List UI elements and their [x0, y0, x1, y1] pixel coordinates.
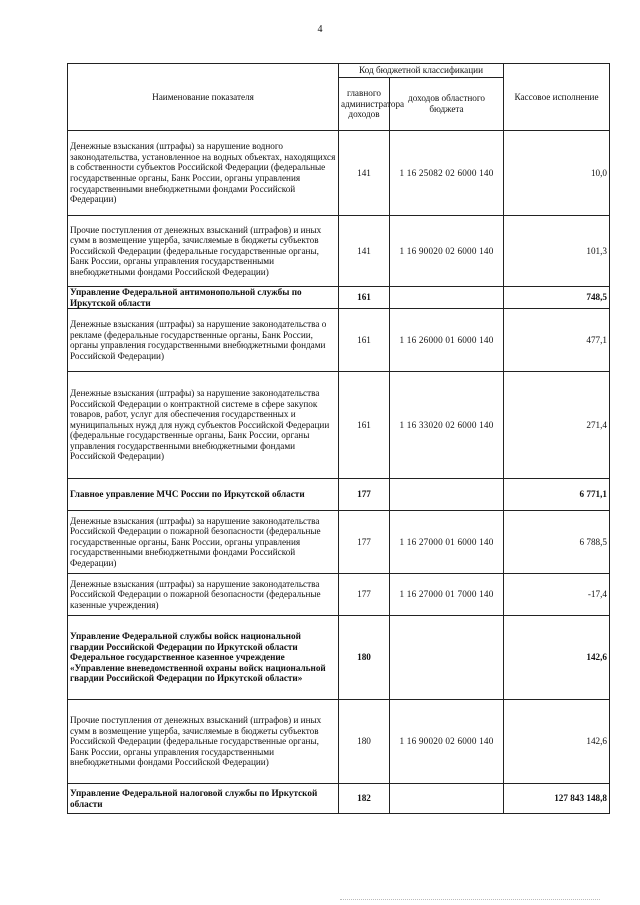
row-admin-code: 180	[339, 700, 390, 784]
row-indicator-name: Денежные взыскания (штрафы) за нарушение законодательства о рекламе (федеральные государственные органы, Банк России, органы управления государственными внебюджетными фондами Российской Федерации)	[68, 309, 339, 372]
row-indicator-name: Денежные взыскания (штрафы) за нарушение водного законодательства, установленное на водных объектах, находящихся в собственности субъектов Российской Федерации (федеральные государственные органы, Банк России, органы управления государственными внебюджетными фондами Российской Федерации)	[68, 131, 339, 216]
row-income-code: 1 16 25082 02 6000 140	[390, 131, 504, 216]
row-execution-value: -17,4	[504, 574, 610, 616]
row-execution-value: 142,6	[504, 700, 610, 784]
row-income-code	[390, 616, 504, 700]
table-row	[68, 309, 610, 372]
row-indicator-name: Денежные взыскания (штрафы) за нарушение законодательства Российской Федерации о пожарной безопасности (федеральные государственные органы, Банк России, органы управления государственными внебюджетными фондами Российской Федерации)	[68, 511, 339, 574]
row-execution-value: 101,3	[504, 216, 610, 287]
row-admin-code: 177	[339, 511, 390, 574]
table-row	[68, 511, 610, 574]
row-indicator-name: Главное управление МЧС России по Иркутской области	[68, 479, 339, 511]
table-row	[68, 479, 610, 511]
scan-edge-mark	[340, 899, 600, 901]
row-execution-value: 10,0	[504, 131, 610, 216]
row-income-code	[390, 479, 504, 511]
row-indicator-name: Управление Федеральной налоговой службы по Иркутской области	[68, 784, 339, 814]
row-income-code: 1 16 90020 02 6000 140	[390, 700, 504, 784]
row-execution-value: 6 771,1	[504, 479, 610, 511]
row-execution-value: 477,1	[504, 309, 610, 372]
table-row	[68, 574, 610, 616]
budget-execution-table	[67, 63, 610, 814]
row-admin-code: 161	[339, 287, 390, 309]
row-income-code: 1 16 27000 01 7000 140	[390, 574, 504, 616]
row-indicator-name: Управление Федеральной службы войск национальной гвардии Российской Федерации по Иркутской области Федеральное государственное казенное учреждение «Управление вневедомственной охраны войск национальной гвардии Российской Федерации по Иркутской области»	[68, 616, 339, 700]
header-income-code: доходов областного бюджета	[390, 78, 504, 131]
table-row	[68, 700, 610, 784]
row-income-code	[390, 784, 504, 814]
row-indicator-name: Управление Федеральной антимонопольной службы по Иркутской области	[68, 287, 339, 309]
table-row	[68, 784, 610, 814]
row-admin-code: 177	[339, 479, 390, 511]
header-admin-code: главного администратора доходов	[339, 78, 390, 131]
row-execution-value: 142,6	[504, 616, 610, 700]
row-execution-value: 271,4	[504, 372, 610, 479]
table-body	[68, 131, 610, 814]
row-admin-code: 141	[339, 131, 390, 216]
row-admin-code: 182	[339, 784, 390, 814]
row-admin-code: 180	[339, 616, 390, 700]
table-row	[68, 616, 610, 700]
row-admin-code: 177	[339, 574, 390, 616]
header-indicator-name: Наименование показателя	[68, 64, 339, 131]
row-indicator-name: Прочие поступления от денежных взысканий (штрафов) и иных сумм в возмещение ущерба, зачисляемые в бюджеты субъектов Российской Федерации (федеральные государственные органы, Банк России, органы управления государственными внебюджетными фондами Российской Федерации)	[68, 700, 339, 784]
row-indicator-name: Денежные взыскания (штрафы) за нарушение законодательства Российской Федерации о контрактной системе в сфере закупок товаров, работ, услуг для обеспечения государственных и муниципальных нужд для нужд субъектов Российской Федерации (федеральные государственные органы, Банк России, органы управления государственными внебюджетными фондами Российской Федерации)	[68, 372, 339, 479]
row-execution-value: 748,5	[504, 287, 610, 309]
row-admin-code: 141	[339, 216, 390, 287]
row-indicator-name: Денежные взыскания (штрафы) за нарушение законодательства Российской Федерации о пожарной безопасности (федеральные казенные учреждения)	[68, 574, 339, 616]
row-income-code: 1 16 90020 02 6000 140	[390, 216, 504, 287]
table-row	[68, 131, 610, 216]
page-number: 4	[317, 24, 323, 35]
table-row	[68, 372, 610, 479]
row-income-code: 1 16 33020 02 6000 140	[390, 372, 504, 479]
header-execution: Кассовое исполнение	[504, 64, 610, 131]
row-indicator-name: Прочие поступления от денежных взысканий (штрафов) и иных сумм в возмещение ущерба, зачисляемые в бюджеты субъектов Российской Федерации (федеральные государственные органы, Банк России, органы управления государственными внебюджетными фондами Российской Федерации)	[68, 216, 339, 287]
row-execution-value: 127 843 148,8	[504, 784, 610, 814]
row-income-code: 1 16 27000 01 6000 140	[390, 511, 504, 574]
table-row	[68, 287, 610, 309]
header-classification-group: Код бюджетной классификации	[339, 64, 504, 78]
row-admin-code: 161	[339, 309, 390, 372]
table-header-row	[68, 64, 610, 78]
table-row	[68, 216, 610, 287]
row-execution-value: 6 788,5	[504, 511, 610, 574]
row-income-code: 1 16 26000 01 6000 140	[390, 309, 504, 372]
row-admin-code: 161	[339, 372, 390, 479]
row-income-code	[390, 287, 504, 309]
